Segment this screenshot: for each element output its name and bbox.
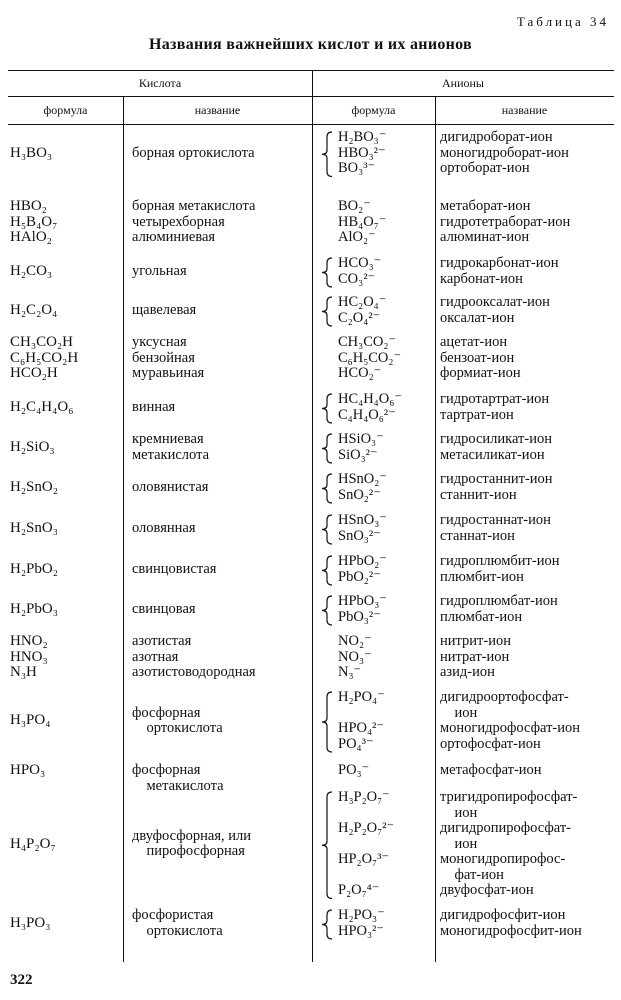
anion-name: ион bbox=[440, 804, 478, 821]
left-brace-icon bbox=[320, 296, 334, 327]
anion-name: гидростаннит-ион bbox=[440, 471, 553, 487]
anion-formula: SiO₃²⁻ bbox=[338, 446, 378, 463]
acid-name: четырехборная bbox=[132, 213, 225, 230]
anion-formula: CH₃CO₂⁻ bbox=[338, 334, 397, 350]
header-mid-rule bbox=[8, 96, 614, 97]
acid-name: винная bbox=[132, 398, 176, 415]
left-brace-icon bbox=[320, 691, 334, 753]
acid-formula: H₂C₂O₄ bbox=[10, 301, 58, 318]
acid-formula: HNO₃ bbox=[10, 648, 48, 665]
anion-formula: PbO₃²⁻ bbox=[338, 608, 381, 625]
anion-formula: HCO₂⁻ bbox=[338, 365, 382, 381]
acid-name: метакислота bbox=[132, 446, 210, 463]
anion-name: дигидроортофосфат- bbox=[440, 689, 569, 705]
anion-name: дигидроборат-ион bbox=[440, 129, 553, 145]
acid-name: свинцовистая bbox=[132, 560, 217, 577]
acid-formula: H₂PbO₃ bbox=[10, 600, 58, 617]
anion-name: гидрооксалат-ион bbox=[440, 294, 550, 310]
anion-formula: H₂BO₃⁻ bbox=[338, 129, 387, 145]
acid-name: кремниевая bbox=[132, 431, 204, 447]
anion-formula: SnO₃²⁻ bbox=[338, 527, 381, 544]
acid-formula: H₄P₂O₇ bbox=[10, 835, 56, 852]
col-header-anions: Анионы bbox=[442, 76, 484, 90]
acid-name: фосфористая bbox=[132, 907, 214, 923]
anion-name: ион bbox=[440, 704, 478, 721]
anion-formula: NO₂⁻ bbox=[338, 633, 372, 649]
column-divider-anion bbox=[435, 124, 436, 962]
acid-formula: N₃H bbox=[10, 664, 37, 680]
acid-name: ортокислота bbox=[132, 922, 223, 939]
acid-name: муравьиная bbox=[132, 365, 205, 381]
acid-formula: H₃PO₃ bbox=[10, 914, 51, 931]
anion-formula: HSiO₃⁻ bbox=[338, 431, 384, 447]
left-brace-icon bbox=[320, 131, 334, 178]
anion-formula: H₂PO₃⁻ bbox=[338, 907, 385, 923]
column-divider-acid bbox=[123, 124, 124, 962]
anion-name: тригидропирофосфат- bbox=[440, 789, 578, 805]
anion-name: моногидрофосфит-ион bbox=[440, 922, 582, 939]
anion-name: ион bbox=[440, 835, 478, 852]
anion-formula: P₂O₇⁴⁻ bbox=[338, 882, 380, 898]
acid-name: алюминиевая bbox=[132, 229, 216, 245]
acid-formula: H₂C₄H₄O₆ bbox=[10, 398, 74, 415]
acid-name: азотистоводородная bbox=[132, 664, 256, 680]
acid-formula: H₂SnO₃ bbox=[10, 519, 58, 536]
anion-name: гидросиликат-ион bbox=[440, 431, 552, 447]
anion-formula: SnO₂²⁻ bbox=[338, 486, 381, 503]
acid-name: оловянная bbox=[132, 519, 196, 536]
anion-formula: H₂PO₄⁻ bbox=[338, 689, 385, 705]
anion-formula: PO₄³⁻ bbox=[338, 735, 374, 752]
subheader-acid-formula: формула bbox=[43, 103, 88, 117]
acid-name: фосфорная bbox=[132, 704, 201, 721]
subheader-acid-name: название bbox=[194, 103, 241, 117]
table-number: Таблица 34 bbox=[516, 14, 609, 29]
anion-name: плюмбит-ион bbox=[440, 568, 524, 585]
header-bottom-rule bbox=[8, 124, 614, 125]
anion-name: моногидропирофос- bbox=[440, 851, 566, 867]
anion-name: гидротетраборат-ион bbox=[440, 213, 571, 230]
anion-name: станнат-ион bbox=[440, 527, 515, 544]
acid-name: метакислота bbox=[132, 777, 224, 794]
anion-name: карбонат-ион bbox=[440, 270, 523, 287]
anion-name: метаборат-ион bbox=[440, 198, 531, 214]
acid-name: азотистая bbox=[132, 633, 192, 649]
anion-name: азид-ион bbox=[440, 664, 495, 680]
acid-formula: HAlO₂ bbox=[10, 229, 52, 245]
anion-name: гидроплюмбат-ион bbox=[440, 593, 558, 609]
acid-name: свинцовая bbox=[132, 600, 196, 617]
left-brace-icon bbox=[320, 791, 334, 900]
anion-name: гидротартрат-ион bbox=[440, 391, 550, 407]
anion-formula: HC₄H₄O₆⁻ bbox=[338, 391, 402, 407]
anion-formula: PO₃⁻ bbox=[338, 762, 370, 778]
acid-formula: H₃PO₄ bbox=[10, 712, 51, 729]
anion-name: станнит-ион bbox=[440, 486, 517, 503]
anion-name: гидростаннат-ион bbox=[440, 512, 551, 528]
left-brace-icon bbox=[320, 393, 334, 424]
anion-name: нитрат-ион bbox=[440, 648, 510, 665]
anion-formula: NO₃⁻ bbox=[338, 648, 372, 665]
left-brace-icon bbox=[320, 473, 334, 504]
acid-name: уксусная bbox=[132, 334, 187, 350]
anion-name: нитрит-ион bbox=[440, 633, 511, 649]
acid-name: угольная bbox=[132, 262, 187, 279]
acid-name: ортокислота bbox=[132, 720, 223, 736]
acid-name: борная метакислота bbox=[132, 198, 256, 214]
anion-name: моногидроборат-ион bbox=[440, 144, 569, 161]
anion-name: плюмбат-ион bbox=[440, 608, 523, 625]
anion-name: двуфосфат-ион bbox=[440, 882, 534, 898]
acid-formula: HNO₂ bbox=[10, 633, 48, 649]
anion-name: гидроплюмбит-ион bbox=[440, 553, 560, 569]
anion-name: бензоат-ион bbox=[440, 349, 515, 366]
anion-formula: HPbO₃⁻ bbox=[338, 593, 387, 609]
acid-name: азотная bbox=[132, 648, 179, 665]
acid-formula: HBO₂ bbox=[10, 198, 47, 214]
acid-formula: H₂SnO₂ bbox=[10, 478, 58, 495]
anion-name: тартрат-ион bbox=[440, 406, 514, 423]
anion-formula: C₆H₅CO₂⁻ bbox=[338, 349, 402, 366]
anion-name: ортоборат-ион bbox=[440, 160, 530, 176]
acid-name: борная ортокислота bbox=[132, 144, 255, 161]
anion-formula: HBO₃²⁻ bbox=[338, 144, 386, 161]
anion-formula: BO₃³⁻ bbox=[338, 160, 376, 176]
acid-formula: H₂SiO₃ bbox=[10, 438, 55, 455]
anion-name: дигидропирофосфат- bbox=[440, 820, 571, 836]
anion-formula: HPbO₂⁻ bbox=[338, 553, 387, 569]
page-title: Названия важнейших кислот и их анионов bbox=[148, 36, 473, 53]
anion-formula: C₂O₄²⁻ bbox=[338, 309, 381, 326]
anion-formula: N₃⁻ bbox=[338, 664, 362, 680]
col-header-acid: Кислота bbox=[138, 76, 182, 90]
left-brace-icon bbox=[320, 555, 334, 586]
anion-name: гидрокарбонат-ион bbox=[440, 255, 559, 271]
anion-name: фат-ион bbox=[440, 866, 504, 883]
acid-formula: HPO₃ bbox=[10, 762, 46, 778]
subheader-anion-name: название bbox=[501, 103, 548, 117]
anion-formula: C₄H₄O₆²⁻ bbox=[338, 406, 396, 423]
acid-name: фосфорная bbox=[132, 762, 201, 778]
anion-formula: HC₂O₄⁻ bbox=[338, 294, 387, 310]
anion-formula: H₂P₂O₇²⁻ bbox=[338, 820, 395, 836]
acid-formula: CH₃CO₂H bbox=[10, 334, 73, 350]
acid-formula: H₅B₄O₇ bbox=[10, 213, 58, 230]
anion-formula: HPO₄²⁻ bbox=[338, 720, 385, 736]
left-brace-icon bbox=[320, 595, 334, 626]
column-divider-main bbox=[312, 124, 313, 962]
anion-formula: CO₃²⁻ bbox=[338, 270, 376, 287]
acid-name: оловянистая bbox=[132, 478, 209, 495]
acid-formula: H₃BO₃ bbox=[10, 144, 53, 161]
anion-formula: AlO₂⁻ bbox=[338, 229, 376, 245]
anion-formula: HSnO₃⁻ bbox=[338, 512, 387, 528]
anion-name: дигидрофосфит-ион bbox=[440, 907, 566, 923]
acid-formula: H₂CO₃ bbox=[10, 262, 53, 279]
acid-formula: H₂PbO₂ bbox=[10, 560, 58, 577]
anion-name: алюминат-ион bbox=[440, 229, 530, 245]
acid-name: бензойная bbox=[132, 349, 195, 366]
anion-formula: HSnO₂⁻ bbox=[338, 471, 387, 487]
subheader-anion-formula: формула bbox=[351, 103, 396, 117]
acid-name: пирофосфорная bbox=[132, 843, 245, 860]
anion-formula: HP₂O₇³⁻ bbox=[338, 851, 390, 867]
anion-formula: HPO₃²⁻ bbox=[338, 922, 385, 939]
anion-formula: HB₄O₇⁻ bbox=[338, 213, 387, 230]
left-brace-icon bbox=[320, 909, 334, 940]
anion-formula: HCO₃⁻ bbox=[338, 255, 382, 271]
page-number: 322 bbox=[10, 972, 33, 988]
left-brace-icon bbox=[320, 257, 334, 288]
anion-name: метафосфат-ион bbox=[440, 762, 542, 778]
anion-formula: BO₂⁻ bbox=[338, 198, 371, 214]
anion-name: ацетат-ион bbox=[440, 334, 508, 350]
acid-formula: C₆H₅CO₂H bbox=[10, 349, 79, 366]
acid-name: щавелевая bbox=[132, 301, 197, 318]
acid-formula: HCO₂H bbox=[10, 365, 58, 381]
anion-name: метасиликат-ион bbox=[440, 446, 545, 463]
anion-formula: H₃P₂O₇⁻ bbox=[338, 789, 390, 805]
acid-name: двуфосфорная, или bbox=[132, 827, 252, 844]
header-top-rule bbox=[8, 70, 614, 71]
anion-name: оксалат-ион bbox=[440, 309, 515, 326]
anion-name: формиат-ион bbox=[440, 365, 521, 381]
anion-name: моногидрофосфат-ион bbox=[440, 720, 581, 736]
left-brace-icon bbox=[320, 433, 334, 464]
left-brace-icon bbox=[320, 514, 334, 545]
anion-name: ортофосфат-ион bbox=[440, 735, 541, 752]
anion-formula: PbO₂²⁻ bbox=[338, 568, 381, 585]
